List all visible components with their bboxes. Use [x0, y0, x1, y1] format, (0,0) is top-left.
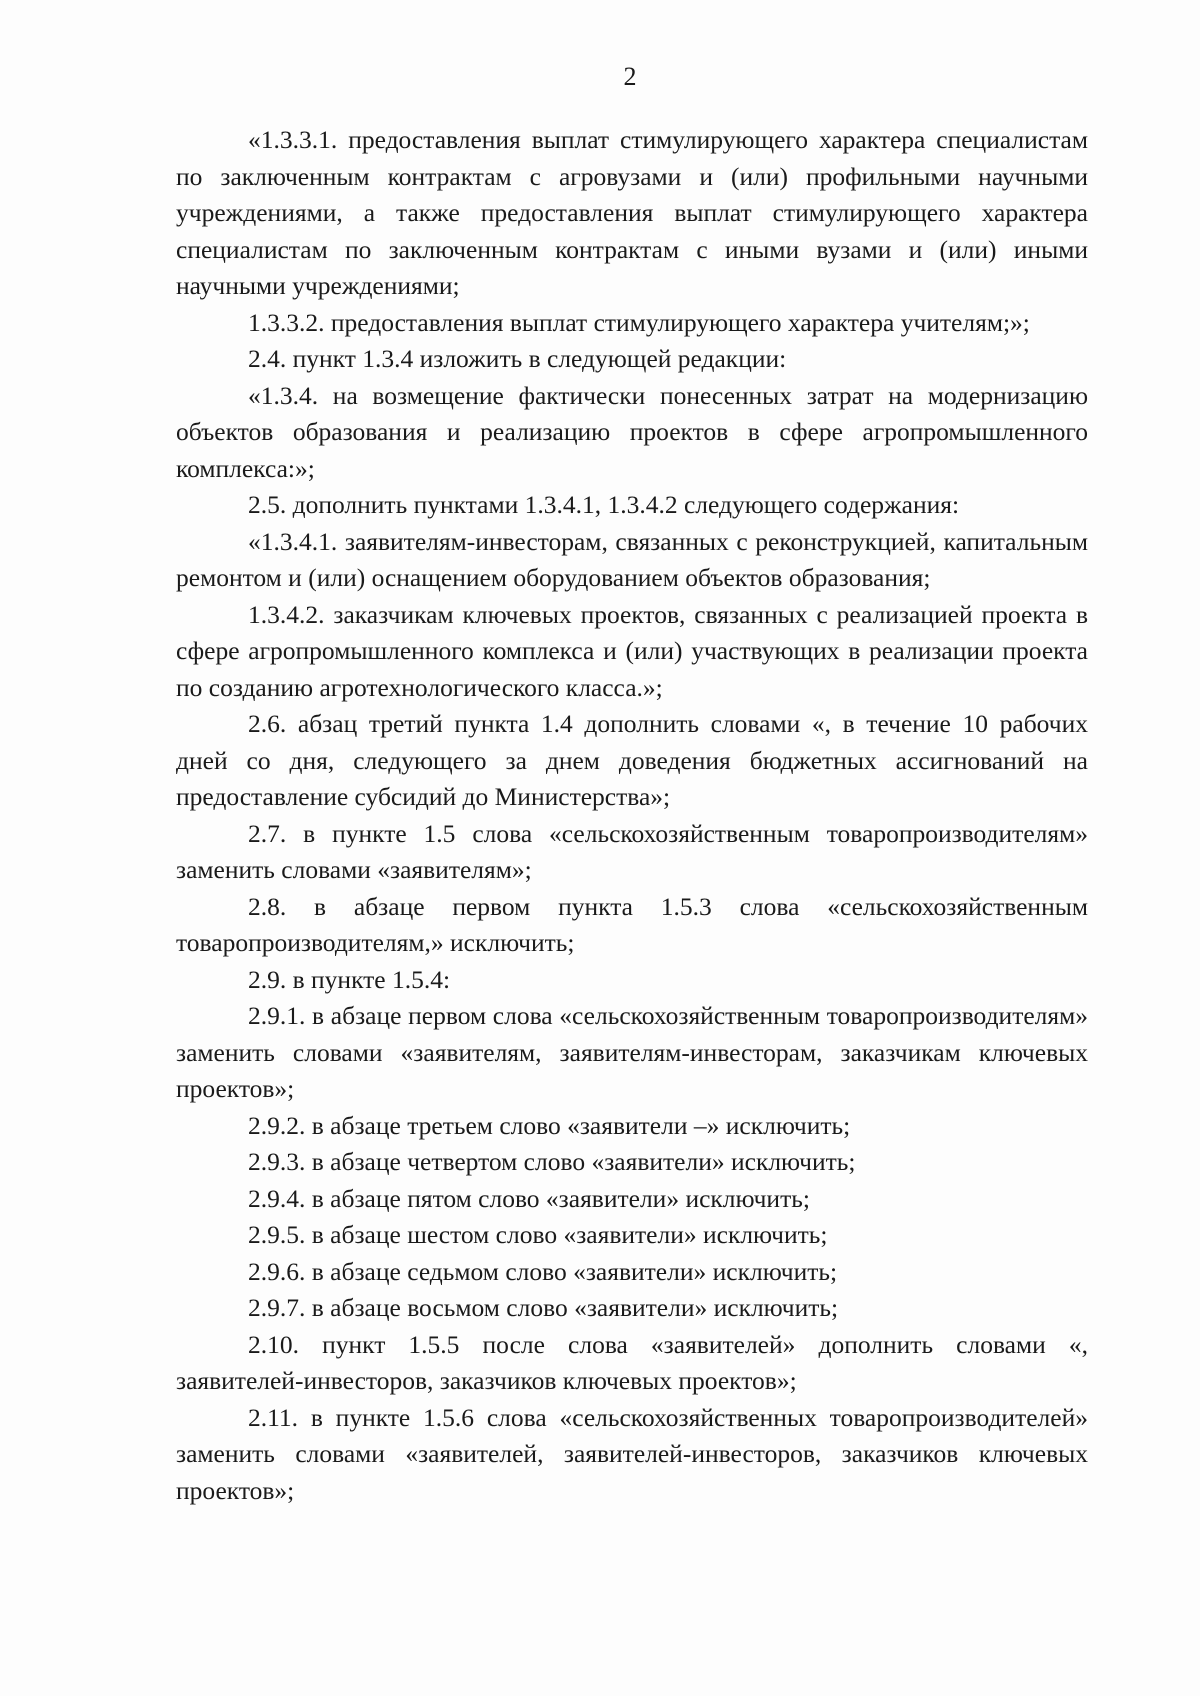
paragraph-2-7: 2.7. в пункте 1.5 слова «сельскохозяйственным товаропроизводителям» заменить словами «заявителям»;: [176, 818, 1088, 884]
paragraph-2-9-6: 2.9.6. в абзаце седьмом слово «заявители» исключить;: [248, 1256, 838, 1286]
paragraph-2-6: 2.6. абзац третий пункта 1.4 дополнить словами «, в течение 10 рабочих дней со дня, следующего за днем доведения бюджетных ассигнований на предоставление субсидий до Министерства»;: [176, 709, 1088, 811]
page-number: 2: [623, 62, 637, 91]
paragraph-2-9: 2.9. в пункте 1.5.4:: [248, 964, 451, 994]
paragraph-2-9-4: 2.9.4. в абзаце пятом слово «заявители» исключить;: [248, 1183, 810, 1213]
paragraph-2-8: 2.8. в абзаце первом пункта 1.5.3 слова «сельскохозяйственным товаропроизводителям,» исключить;: [176, 891, 1088, 957]
paragraph-1-3-4: «1.3.4. на возмещение фактически понесенных затрат на модернизацию объектов образования и реализацию проектов в сфере агропромышленного комплекса:»;: [176, 380, 1088, 483]
document-body: [176, 122, 1088, 1509]
paragraph-2-9-7: 2.9.7. в абзаце восьмом слово «заявители» исключить;: [248, 1293, 839, 1322]
paragraph-2-10: 2.10. пункт 1.5.5 после слова «заявителей» дополнить словами «, заявителей-инвесторов, заказчиков ключевых проектов»;: [176, 1329, 1088, 1395]
paragraph-2-9-5: 2.9.5. в абзаце шестом слово «заявители» исключить;: [248, 1220, 828, 1249]
paragraph-2-9-1: 2.9.1. в абзаце первом слова «сельскохозяйственным товаропроизводителям» заменить словами «заявителям, заявителям-инвесторам, заказчикам ключевых проектов»;: [176, 1001, 1088, 1103]
paragraph-1-3-3-1: «1.3.3.1. предоставления выплат стимулирующего характера специалистам по заключенным контрактам с агровузами и (или) профильными научными учреждениями, а также предоставления выплат стимулирующего характера специалистам по заключенным контрактам с иными вузами и (или) иными научными учреждениями;: [176, 125, 1088, 300]
paragraph-1-3-4-1: «1.3.4.1. заявителям-инвесторам, связанных с реконструкцией, капитальным ремонтом и (или) оснащением оборудованием объектов образования;: [176, 526, 1088, 592]
paragraph-1-3-4-2: 1.3.4.2. заказчикам ключевых проектов, связанных с реализацией проекта в сфере агропромышленного комплекса и (или) участвующих в реализации проекта по созданию агротехнологического класса.»;: [176, 599, 1088, 702]
paragraph-2-9-3: 2.9.3. в абзаце четвертом слово «заявители» исключить;: [248, 1147, 856, 1176]
paragraph-2-5: 2.5. дополнить пунктами 1.3.4.1, 1.3.4.2 следующего содержания:: [248, 490, 960, 519]
paragraph-1-3-3-2: 1.3.3.2. предоставления выплат стимулирующего характера учителям;»;: [248, 307, 1030, 337]
paragraph-2-4: 2.4. пункт 1.3.4 изложить в следующей редакции:: [248, 344, 787, 373]
paragraph-2-9-2: 2.9.2. в абзаце третьем слово «заявители –» исключить;: [248, 1110, 851, 1140]
paragraph-2-11: 2.11. в пункте 1.5.6 слова «сельскохозяйственных товаропроизводителей» заменить словами «заявителей, заявителей-инвесторов, заказчиков ключевых проектов»;: [176, 1402, 1088, 1505]
